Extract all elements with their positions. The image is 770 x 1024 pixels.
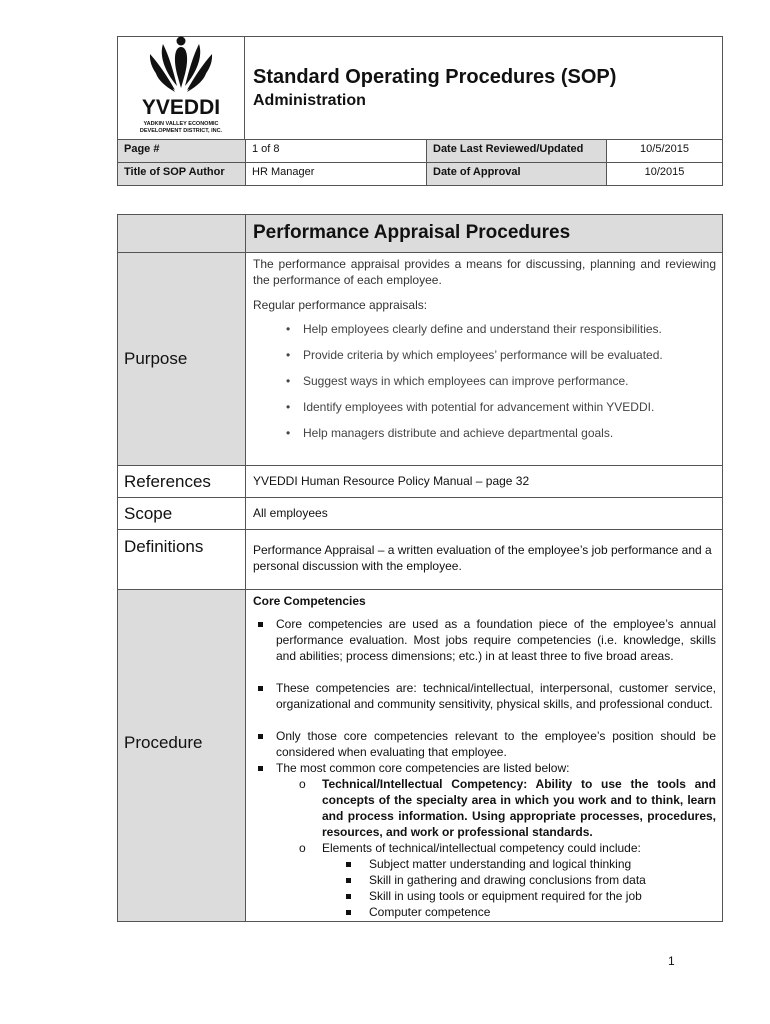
purpose-bullet: •: [286, 348, 291, 362]
procedure-item: Core competencies are used as a foundation piece of the employee’s annual performance evaluation. Most jobs require competencies (i.e. knowledge, skills and abilities; process dimensions; etc.) in at least three to five broad areas.: [276, 617, 716, 663]
element-item: Skill in gathering and drawing conclusions from data: [369, 873, 646, 887]
definitions-text: Performance Appraisal – a written evaluation of the employee’s job performance and a personal discussion with the employee.: [253, 543, 712, 573]
purpose-bullet: •: [286, 322, 291, 336]
page-value: 1 of 8: [252, 143, 280, 155]
scope-text: All employees: [253, 506, 328, 520]
circle-bullet-icon: o: [299, 841, 306, 855]
square-bullet-icon: [346, 862, 351, 867]
references-label: References: [124, 472, 211, 491]
author-label: Title of SOP Author: [118, 163, 245, 185]
element-item: Computer competence: [369, 905, 491, 919]
scope-label: Scope: [124, 504, 173, 523]
purpose-bullet-text: Provide criteria by which employees’ performance will be evaluated.: [303, 348, 663, 362]
logo-tagline-2: DEVELOPMENT DISTRICT, INC.: [139, 128, 223, 134]
document-title: Standard Operating Procedures (SOP): [253, 66, 617, 88]
logo-brand: YVEDDI: [141, 96, 221, 119]
author-value: HR Manager: [252, 166, 315, 178]
purpose-lead: Regular performance appraisals:: [253, 298, 428, 312]
purpose-bullet-text: Suggest ways in which employees can improve performance.: [303, 374, 629, 388]
purpose-label: Purpose: [124, 349, 188, 368]
approval-label: Date of Approval: [427, 163, 606, 185]
references-text: YVEDDI Human Resource Policy Manual – page 32: [253, 474, 530, 488]
purpose-bullet-text: Help managers distribute and achieve departmental goals.: [303, 426, 614, 440]
page-number: 1: [668, 954, 675, 968]
purpose-bullet: •: [286, 374, 291, 388]
circle-bullet-icon: o: [299, 777, 306, 791]
element-item: Skill in using tools or equipment required for the job: [369, 889, 642, 903]
square-bullet-icon: [346, 894, 351, 899]
square-bullet-icon: [346, 910, 351, 915]
square-bullet-icon: [258, 622, 263, 627]
page-label: Page #: [118, 140, 245, 162]
document-subtitle: Administration: [253, 92, 366, 109]
core-competencies-heading: Core Competencies: [253, 594, 366, 608]
square-bullet-icon: [346, 878, 351, 883]
element-item: Subject matter understanding and logical thinking: [369, 857, 632, 871]
technical-elements-lead: Elements of technical/intellectual competency could include:: [322, 841, 641, 855]
procedure-item: The most common core competencies are listed below:: [276, 761, 570, 775]
square-bullet-icon: [258, 686, 263, 691]
reviewed-value: 10/5/2015: [640, 143, 689, 155]
purpose-bullet-text: Help employees clearly define and understand their responsibilities.: [303, 322, 662, 336]
reviewed-label: Date Last Reviewed/Updated: [427, 140, 606, 162]
logo-cell: [117, 36, 245, 139]
definitions-label: Definitions: [124, 537, 204, 556]
logo-tagline-1: YADKIN VALLEY ECONOMIC: [143, 121, 219, 127]
purpose-bullet: •: [286, 426, 291, 440]
purpose-intro: The performance appraisal provides a means for discussing, planning and reviewing the performance of each employee.: [253, 257, 716, 287]
section-title: Performance Appraisal Procedures: [253, 222, 571, 243]
procedure-label: Procedure: [124, 733, 203, 752]
purpose-bullet: •: [286, 400, 291, 414]
approval-value: 10/2015: [644, 166, 685, 178]
purpose-bullet-text: Identify employees with potential for advancement within YVEDDI.: [303, 400, 655, 414]
square-bullet-icon: [258, 734, 263, 739]
technical-competency-definition: Technical/Intellectual Competency: Ability to use the tools and concepts of the specialty area in which you work and to think, learn and process information. Using appropriate processes, procedures, resources, and work or professional standards.: [322, 777, 716, 839]
procedure-item: These competencies are: technical/intellectual, interpersonal, customer service, organizational and community sensitivity, physical skills, and professional conduct.: [276, 681, 716, 711]
yveddi-logo-icon: [117, 36, 245, 139]
square-bullet-icon: [258, 766, 263, 771]
procedure-item: Only those core competencies relevant to the employee’s position should be considered when evaluating that employee.: [276, 729, 716, 759]
